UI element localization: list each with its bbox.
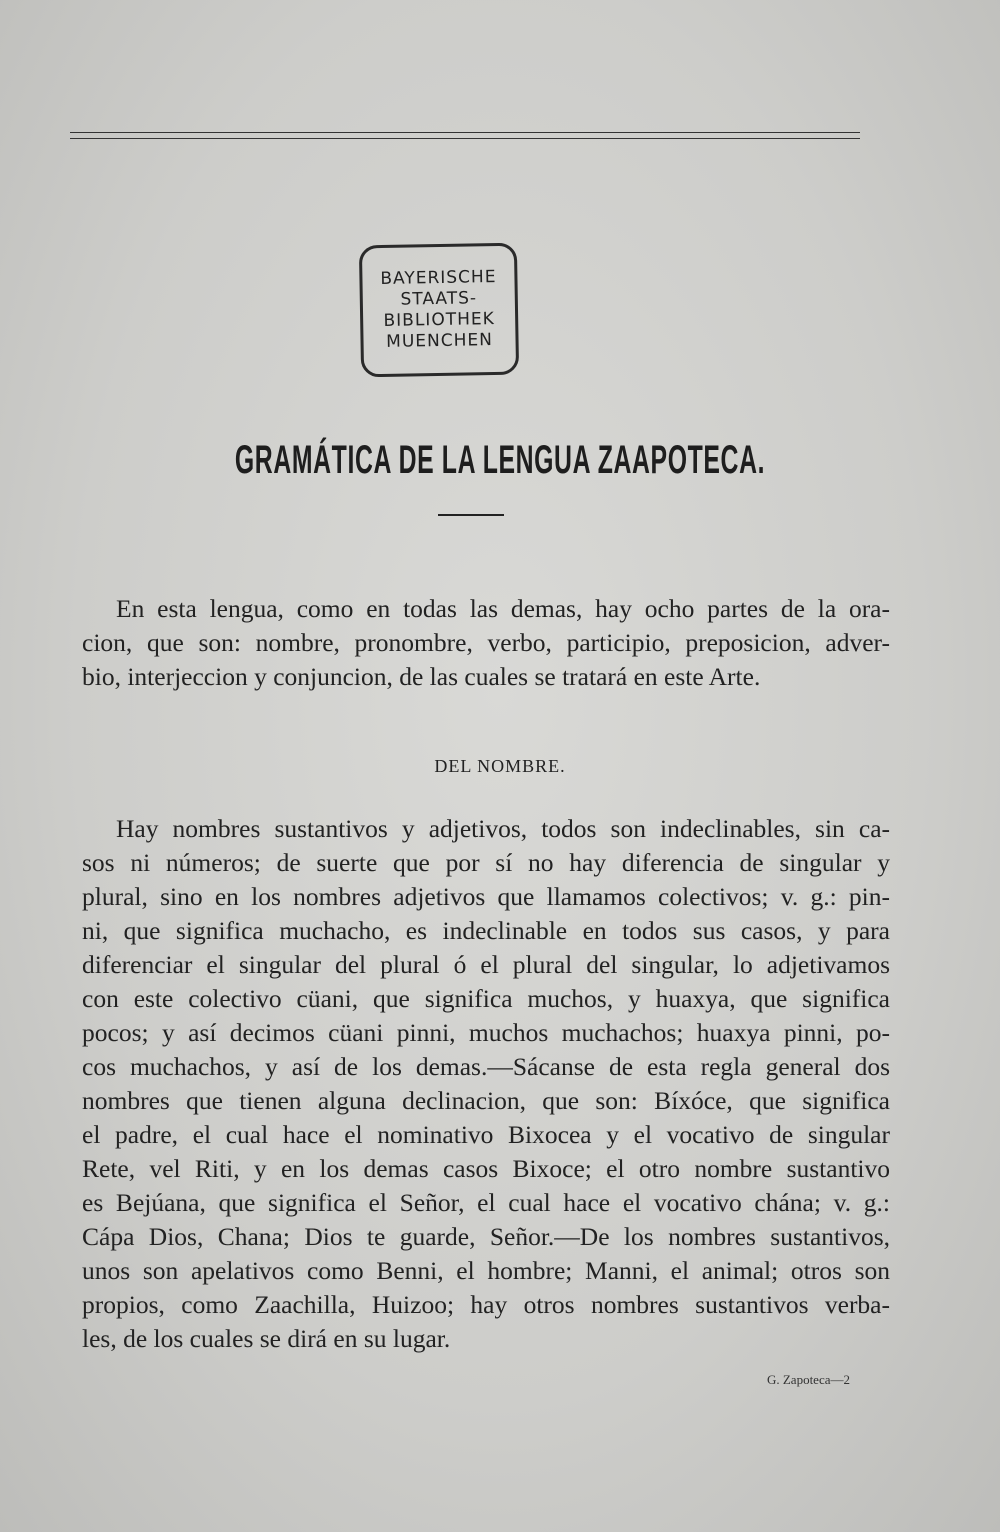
stamp-line: BIBLIOTHEK [383,309,495,331]
body-paragraph [82,812,890,1356]
text-line: pocos; y así decimos cüani pinni, muchos muchachos; huaxya pinni, po- [82,1018,890,1047]
text-line: nombres que tienen alguna declinacion, que son: Bíxóce, que significa [82,1086,890,1115]
text-line: cion, que son: nombre, pronombre, verbo, participio, preposicion, adver- [82,628,890,657]
stamp-line: MUENCHEN [386,330,494,352]
stamp-line: BAYERISCHE [380,266,497,290]
text-line: les, de los cuales se dirá en su lugar. [82,1324,451,1353]
page-signature: G. Zapoteca—2 [766,1372,850,1387]
text-line: Rete, vel Riti, y en los demas casos Bixoce; el otro nombre sustantivo [82,1154,890,1183]
text-line: diferenciar el singular del plural ó el plural del singular, lo adjetivamos [82,950,890,979]
page-title: GRAMÁTICA DE LA LENGUA ZAAPOTECA. [234,438,766,482]
text-line: propios, como Zaachilla, Huizoo; hay otros nombres sustantivos verba- [82,1290,890,1319]
text-line: cos muchachos, y así de los demas.—Sácanse de esta regla general dos [82,1052,890,1081]
text-line: Hay nombres sustantivos y adjetivos, todos son indeclinables, sin ca- [116,814,890,843]
text-line: unos son apelativos como Benni, el hombre; Manni, el animal; otros son [82,1256,890,1285]
text-line: con este colectivo cüani, que significa muchos, y huaxya, que significa [82,984,890,1013]
library-stamp [359,243,519,378]
top-rule-double [70,138,860,139]
text-line: sos ni números; de suerte que por sí no hay diferencia de singular y [82,848,890,877]
section-heading: DEL NOMBRE. [434,756,566,776]
text-line: el padre, el cual hace el nominativo Bixocea y el vocativo de singular [82,1120,890,1149]
top-rule [70,132,860,133]
title-rule [438,514,504,516]
text-line: bio, interjeccion y conjuncion, de las cuales se tratará en este Arte. [82,662,761,691]
stamp-line: STAATS- [400,288,478,310]
text-line: Cápa Dios, Chana; Dios te guarde, Señor.—De los nombres sustantivos, [82,1222,890,1251]
text-line: ni, que significa muchacho, es indeclinable en todos sus casos, y para [82,916,890,945]
text-line: es Bejúana, que significa el Señor, el cual hace el vocativo chána; v. g.: [82,1188,890,1217]
intro-paragraph [82,592,890,694]
text-line: plural, sino en los nombres adjetivos que llamamos colectivos; v. g.: pin- [82,882,890,911]
text-line: En esta lengua, como en todas las demas, hay ocho partes de la ora- [116,594,890,623]
